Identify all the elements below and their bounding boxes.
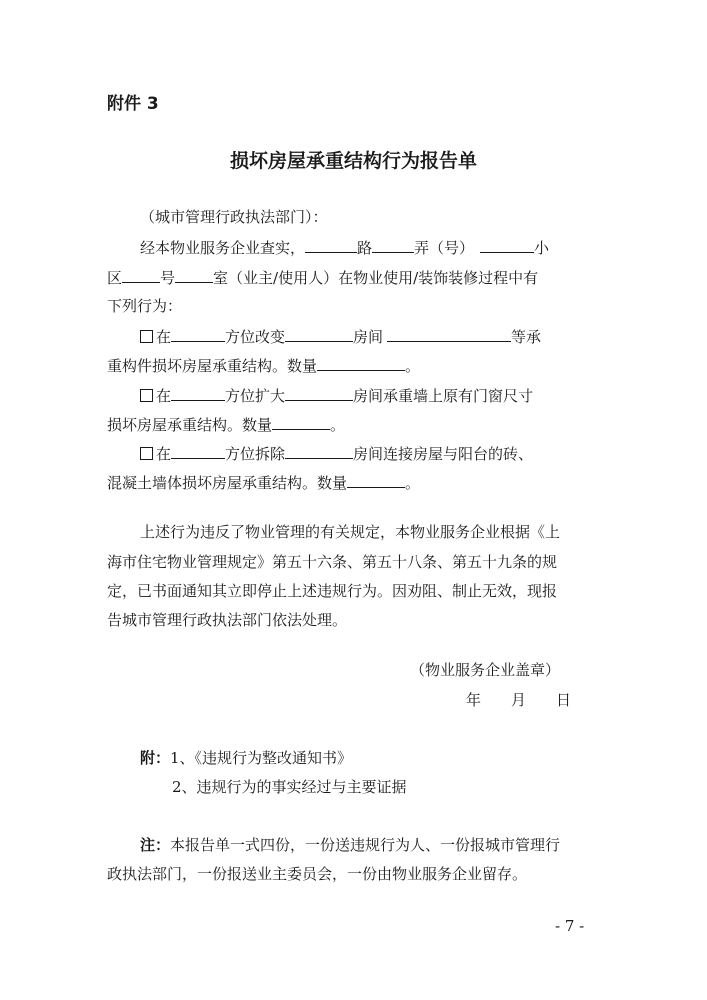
item-text: 房间连接房屋与阳台的砖、	[353, 445, 534, 463]
item-3-line-2	[107, 471, 420, 493]
item-text: 房间承重墙上原有门窗尺寸	[353, 387, 534, 405]
item-2-line-2	[107, 413, 345, 435]
attachment-label: 附件 3	[107, 94, 159, 114]
item-text: 方位扩大	[225, 387, 286, 405]
item-text: 方位拆除	[225, 445, 286, 463]
body-line: 定，已书面通知其立即停止上述违规行为。因劝阻、制止无效，现报	[107, 582, 558, 600]
item-text: 在	[156, 328, 172, 346]
item-text: 在	[156, 387, 172, 405]
room-blank	[285, 384, 353, 401]
page-number: - 7 -	[555, 917, 585, 935]
note-line-1	[140, 835, 560, 855]
intro-line-3: 下列行为：	[107, 297, 183, 315]
item-3-line-1	[140, 442, 533, 464]
item-1-line-1	[140, 325, 541, 347]
intro-text: 经本物业服务企业查实，	[140, 239, 306, 257]
quantity-blank	[317, 354, 405, 371]
date-line: 年 月 日	[466, 691, 572, 709]
seal-label: （物业服务企业盖章）	[410, 661, 561, 679]
body-line: 告城市管理行政执法部门依法处理。	[107, 611, 348, 629]
item-text: 损坏房屋承重结构。数量	[107, 416, 273, 434]
direction-blank	[171, 442, 225, 459]
quantity-blank	[272, 413, 330, 430]
direction-blank	[171, 384, 225, 401]
direction-blank	[171, 325, 225, 342]
note-text: 本报告单一式四份，一份送违规行为人、一份报城市管理行	[170, 836, 561, 854]
checkbox[interactable]	[140, 389, 153, 402]
item-text: 混凝土墙体损坏房屋承重结构。数量	[107, 474, 348, 492]
intro-text: 室（业主/使用人）在物业使用/装饰装修过程中有	[213, 269, 539, 287]
document-title: 损坏房屋承重结构行为报告单	[229, 150, 477, 172]
intro-text: 区	[107, 269, 123, 287]
attachment-item-2: 2、违规行为的事实经过与主要证据	[172, 778, 407, 796]
attachment-text: 1、《违规行为整改通知书》	[170, 749, 353, 767]
complex-blank	[480, 236, 534, 253]
room-blank	[285, 442, 353, 459]
item-text: 。	[330, 416, 346, 434]
item-text: 。	[405, 474, 421, 492]
body-line: 上述行为违反了物业管理的有关规定，本物业服务企业根据《上	[140, 523, 561, 541]
intro-text: 小	[534, 239, 550, 257]
intro-text: 号	[160, 269, 176, 287]
attachment-item-1	[140, 748, 352, 768]
intro-line-1	[140, 236, 549, 258]
room-blank	[285, 325, 353, 342]
building-blank	[122, 266, 160, 283]
item-2-line-1	[140, 384, 533, 406]
component-blank	[387, 325, 511, 342]
note-line-2: 政执法部门，一份报送业主委员会，一份由物业服务企业留存。	[107, 865, 528, 883]
room-blank	[175, 266, 213, 283]
item-text: 。	[405, 357, 421, 375]
addressee: （城市管理行政执法部门）：	[140, 208, 328, 226]
body-line: 海市住宅物业管理规定》第五十六条、第五十八条、第五十九条的规	[107, 553, 558, 571]
lane-blank	[372, 236, 414, 253]
attachments-label: 附：	[140, 749, 171, 767]
checkbox[interactable]	[140, 447, 153, 460]
note-label: 注：	[140, 836, 171, 854]
intro-line-2	[107, 266, 538, 288]
item-text: 重构件损坏房屋承重结构。数量	[107, 357, 318, 375]
item-text: 等承	[511, 328, 542, 346]
intro-text: 弄（号）	[414, 239, 475, 257]
quantity-blank	[347, 471, 405, 488]
checkbox[interactable]	[140, 330, 153, 343]
intro-text: 路	[357, 239, 373, 257]
item-text: 房间	[353, 328, 384, 346]
road-blank	[305, 236, 357, 253]
item-text: 在	[156, 445, 172, 463]
item-1-line-2	[107, 354, 420, 376]
item-text: 方位改变	[225, 328, 286, 346]
